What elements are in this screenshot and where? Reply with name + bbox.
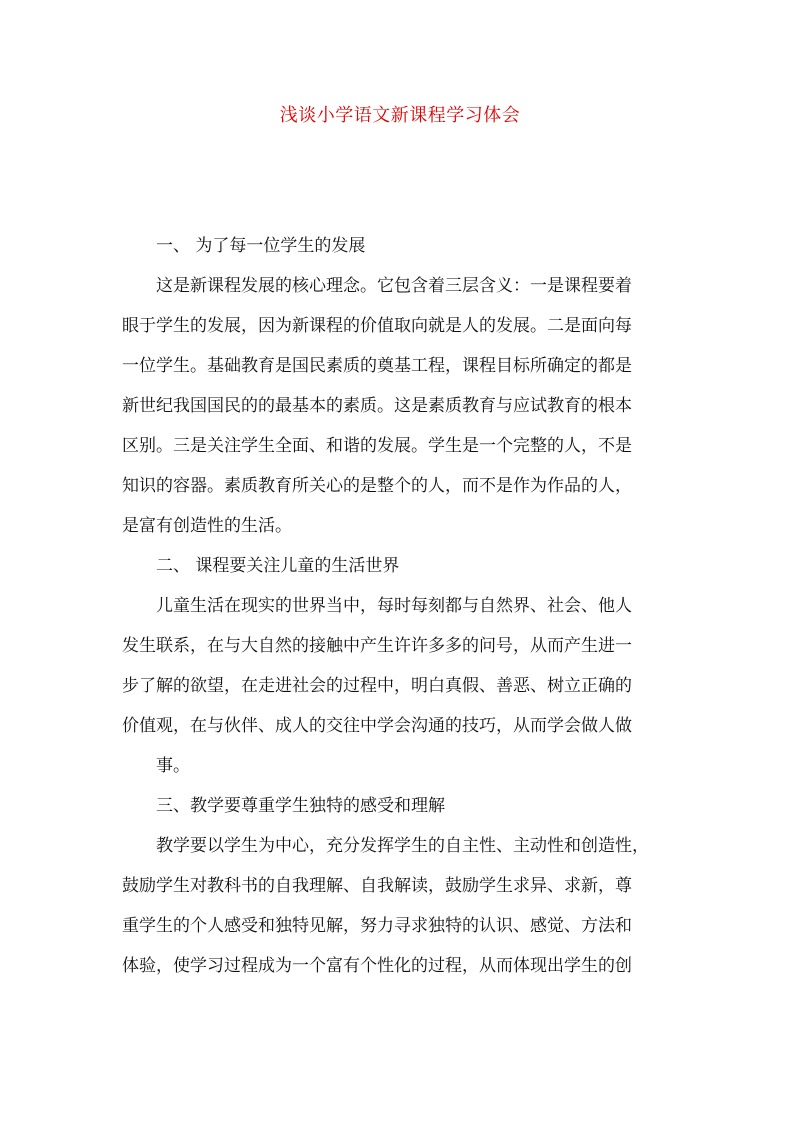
section-heading-3: 三、教学要尊重学生独特的感受和理解 [156,796,445,816]
paragraph-line: 事。 [156,756,190,776]
paragraph-line: 重学生的个人感受和独特见解，努力寻求独特的认识、感觉、方法和 [122,916,632,936]
paragraph-line: 教学要以学生为中心，充分发挥学生的自主性、主动性和创造性， [156,836,649,856]
paragraph-line: 价值观，在与伙伴、成人的交往中学会沟通的技巧，从而学会做人做 [122,716,632,736]
paragraph-line: 体验，使学习过程成为一个富有个性化的过程，从而体现出学生的创 [122,956,632,976]
paragraph-line: 一位学生。基础教育是国民素质的奠基工程，课程目标所确定的都是 [122,356,632,376]
paragraph-line: 儿童生活在现实的世界当中，每时每刻都与自然界、社会、他人 [156,596,632,616]
section-paragraph-1 [122,266,684,546]
document-title: 浅谈小学语文新课程学习体会 [279,105,521,126]
paragraph-line: 眼于学生的发展，因为新课程的价值取向就是人的发展。二是面向每 [122,316,632,336]
section-heading-1: 一、 为了每一位学生的发展 [156,236,366,256]
paragraph-line: 鼓励学生对教科书的自我理解、自我解读，鼓励学生求异、求新，尊 [122,876,632,896]
section-heading-2: 二、 课程要关注儿童的生活世界 [156,556,400,576]
paragraph-line: 知识的容器。素质教育所关心的是整个的人，而不是作为作品的人， [122,476,632,496]
paragraph-line: 新世纪我国国民的的最基本的素质。这是素质教育与应试教育的根本 [122,396,632,416]
paragraph-line: 发生联系，在与大自然的接触中产生许许多多的问号，从而产生进一 [122,636,632,656]
document-body [122,226,684,986]
paragraph-line: 这是新课程发展的核心理念。它包含着三层含义：一是课程要着 [156,276,632,296]
paragraph-line: 步了解的欲望，在走进社会的过程中，明白真假、善恶、树立正确的 [122,676,632,696]
paragraph-line: 区别。三是关注学生全面、和谐的发展。学生是一个完整的人，不是 [122,436,632,456]
section-paragraph-3 [122,826,684,986]
section-paragraph-2 [122,586,684,786]
paragraph-line: 是富有创造性的生活。 [122,516,292,536]
